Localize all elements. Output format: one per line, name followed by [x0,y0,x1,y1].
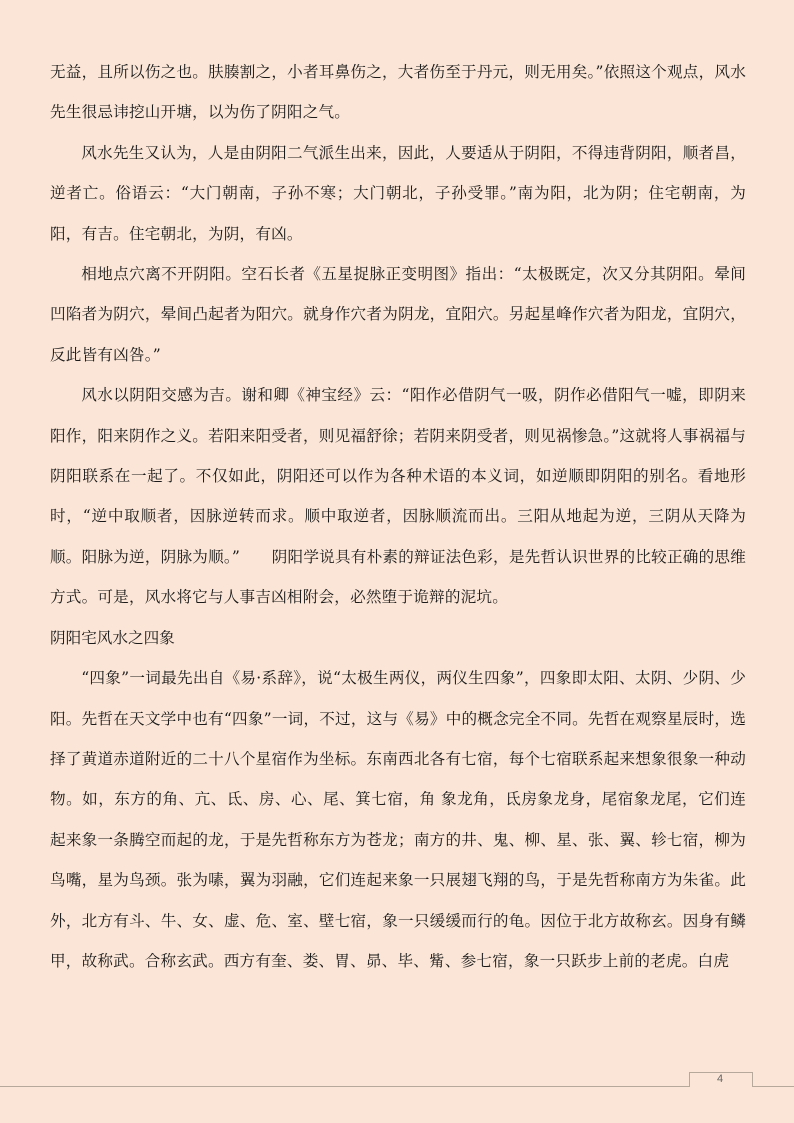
paragraph-1: 无益，且所以伤之也。肤腠割之，小者耳鼻伤之，大者伤至于丹元，则无用矣。”依照这个观点，风水先生很忌讳挖山开塘，以为伤了阴阳之气。 [50,63,746,122]
page-number: 4 [716,1073,724,1085]
document-body [50,52,746,981]
footer-divider [0,1086,794,1087]
section-heading: 阴阳宅风水之四象 [50,628,175,647]
paragraph-3: 相地点穴离不开阴阳。空石长者《五星捉脉正变明图》指出：“太极既定，次又分其阴阳。晕间凹陷者为阴穴，晕间凸起者为阳穴。就身作穴者为阴龙，宜阳穴。另起星峰作穴者为阳龙，宜阴穴，反此皆有凶咎。” [50,265,746,364]
paragraph-5: “四象”一词最先出自《易·系辞》，说“太极生两仪，两仪生四象”，四象即太阳、太阴、少阴、少阳。先哲在天文学中也有“四象”一词，不过，这与《易》中的概念完全不同。先哲在观察星辰时，选择了黄道赤道附近的二十八个星宿作为坐标。东南西北各有七宿，每个七宿联系起来想象很象一种动物。如，东方的角、亢、氐、房、心、尾、箕七宿，角 象龙角，氐房象龙身，尾宿象龙尾，它们连起来象一条腾空而起的龙，于是先哲称东方为苍龙；南方的井、鬼、柳、星、张、翼、轸七宿，柳为鸟嘴，星为鸟颈。张为嗉，翼为羽融，它们连起来象一只展翅飞翔的鸟，于是先哲称南方为朱雀。此外，北方有斗、牛、女、虚、危、室、壁七宿，象一只缓缓而行的龟。因位于北方故称玄。因身有鳞甲，故称武。合称玄武。西方有奎、娄、胃、昴、毕、觜、参七宿，象一只跃步上前的老虎。白虎 [50,669,746,970]
paragraph-4: 风水以阴阳交感为吉。谢和卿《神宝经》云：“阳作必借阴气一吸，阴作必借阳气一嘘，即阴来阳作，阳来阴作之义。若阳来阳受者，则见福舒徐；若阴来阴受者，则见祸惨急。”这就将人事祸福与阴阳联系在一起了。不仅如此，阴阳还可以作为各种术语的本义词，如逆顺即阴阳的别名。看地形时，“逆中取顺者，因脉逆转而求。顺中取逆者，因脉顺流而出。三阳从地起为逆，三阴从天降为顺。阳脉为逆，阴脉为顺。” 阴阳学说具有朴素的辩证法色彩，是先哲认识世界的比较正确的思维方式。可是，风水将它与人事吉凶相附会，必然堕于诡辩的泥坑。 [50,386,746,607]
paragraph-2: 风水先生又认为，人是由阴阳二气派生出来，因此，人要适从于阴阳，不得违背阴阳，顺者昌，逆者亡。俗语云：“大门朝南，子孙不寒；大门朝北，子孙受罪。”南为阳，北为阴；住宅朝南，为阳，有吉。住宅朝北，为阴，有凶。 [50,143,746,243]
